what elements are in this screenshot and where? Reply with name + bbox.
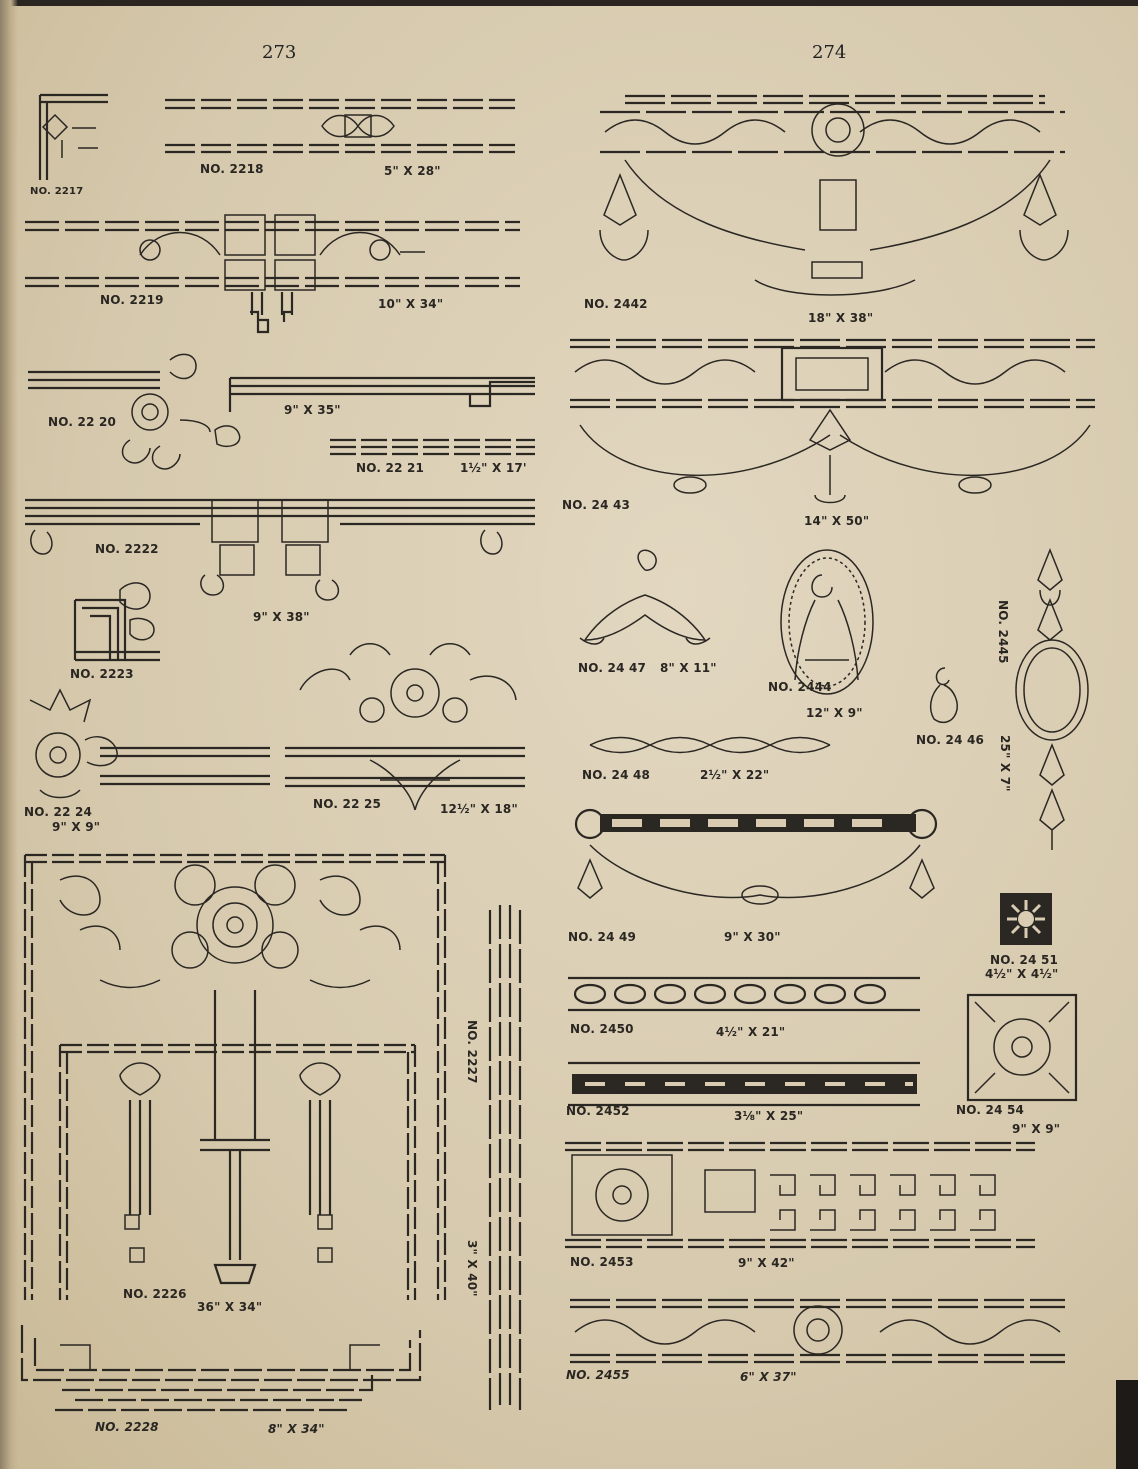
stencil-size-2219: 10" X 34" <box>378 297 444 311</box>
stencil-2452-border <box>568 1063 920 1105</box>
stencil-size-2228: 8" X 34" <box>268 1422 325 1436</box>
stencil-2226-panel <box>25 855 445 1300</box>
stencil-2224-corner <box>30 690 270 798</box>
stencil-label-2445: NO. 2445 <box>996 600 1010 664</box>
stencil-size-2224: 9" X 9" <box>52 820 101 834</box>
stencil-label-2218: NO. 2218 <box>200 162 264 176</box>
stencil-label-2452: NO. 2452 <box>566 1104 630 1118</box>
stencil-size-2444: 12" X 9" <box>806 706 863 720</box>
stencil-label-2220: NO. 22 20 <box>48 415 117 429</box>
stencil-label-2228: NO. 2228 <box>95 1420 159 1434</box>
stencil-2448-border <box>590 738 830 753</box>
stencil-2455-border <box>570 1300 1065 1362</box>
stencil-2442-swag <box>600 96 1068 295</box>
stencil-2228-border <box>22 1325 420 1410</box>
stencil-size-2226: 36" X 34" <box>197 1300 263 1314</box>
stencil-size-2443: 14" X 50" <box>804 514 870 528</box>
stencil-2220-border <box>28 354 535 469</box>
stencil-size-2225: 12½" X 18" <box>440 802 518 816</box>
stencil-label-2455: NO. 2455 <box>566 1368 630 1382</box>
stencil-size-2222: 9" X 38" <box>253 610 310 624</box>
stencil-label-2227: NO. 2227 <box>465 1020 479 1084</box>
stencil-size-2451: 4½" X 4½" <box>985 967 1059 981</box>
stencil-size-2450: 4½" X 21" <box>716 1025 786 1039</box>
stencil-2444-cameo <box>781 550 873 694</box>
stencil-label-2447: NO. 24 47 <box>578 661 647 675</box>
stencil-2446-figure <box>931 668 958 722</box>
stencil-2450-border <box>568 978 920 1010</box>
stencil-size-2227: 3" X 40" <box>465 1240 479 1297</box>
page-number-right: 274 <box>812 42 847 63</box>
stencil-size-2455: 6" X 37" <box>740 1370 797 1384</box>
stencil-2218-border <box>165 100 515 152</box>
stencil-label-2454: NO. 24 54 <box>956 1103 1025 1117</box>
stencil-label-2217: NO. 2217 <box>30 186 84 197</box>
stencil-label-2443: NO. 24 43 <box>562 498 631 512</box>
stencil-2221-border <box>330 440 535 454</box>
stencil-label-2444: NO. 2444 <box>768 680 832 694</box>
stencil-2443-swag <box>570 340 1095 503</box>
stencil-label-2224: NO. 22 24 <box>24 805 93 819</box>
stencil-2217-corner <box>40 95 108 180</box>
stencil-2454-tile <box>968 995 1076 1100</box>
stencil-size-2218: 5" X 28" <box>384 164 441 178</box>
stencil-label-2223: NO. 2223 <box>70 667 134 681</box>
stencil-label-2448: NO. 24 48 <box>582 768 651 782</box>
stencil-label-2450: NO. 2450 <box>570 1022 634 1036</box>
stencil-size-2453: 9" X 42" <box>738 1256 795 1270</box>
stencil-label-2221: NO. 22 21 <box>356 461 425 475</box>
stencil-size-2454: 9" X 9" <box>1012 1122 1061 1136</box>
stencil-label-2219: NO. 2219 <box>100 293 164 307</box>
stencil-2447-ornament <box>580 550 710 644</box>
stencil-size-2221: 1½" X 17' <box>460 461 527 475</box>
stencil-2451-rosette <box>1000 893 1052 945</box>
stencil-2453-border <box>565 1143 1035 1247</box>
stencil-label-2449: NO. 24 49 <box>568 930 637 944</box>
stencil-2227-border <box>490 905 520 1410</box>
stencil-size-2452: 3⅛" X 25" <box>734 1109 804 1123</box>
stencil-2219-border <box>25 215 520 332</box>
page-number-left: 273 <box>262 42 297 63</box>
stencil-label-2442: NO. 2442 <box>584 297 648 311</box>
stencil-size-2445: 25" X 7" <box>998 735 1012 792</box>
stencil-label-2226: NO. 2226 <box>123 1287 187 1301</box>
stencil-2445-drop <box>1016 550 1088 850</box>
stencil-label-2453: NO. 2453 <box>570 1255 634 1269</box>
stencil-2225-spray <box>285 644 525 810</box>
stencil-2449-swag <box>576 810 936 904</box>
stencil-size-2449: 9" X 30" <box>724 930 781 944</box>
stencil-size-2220: 9" X 35" <box>284 403 341 417</box>
stencil-label-2451: NO. 24 51 <box>990 953 1059 967</box>
stencil-label-2222: NO. 2222 <box>95 542 159 556</box>
stencil-label-2225: NO. 22 25 <box>313 797 382 811</box>
stencil-size-2448: 2½" X 22" <box>700 768 770 782</box>
stencil-2223-corner <box>75 583 160 660</box>
stencil-size-2442: 18" X 38" <box>808 311 874 325</box>
stencil-size-2447: 8" X 11" <box>660 661 717 675</box>
stencil-label-2446: NO. 24 46 <box>916 733 985 747</box>
